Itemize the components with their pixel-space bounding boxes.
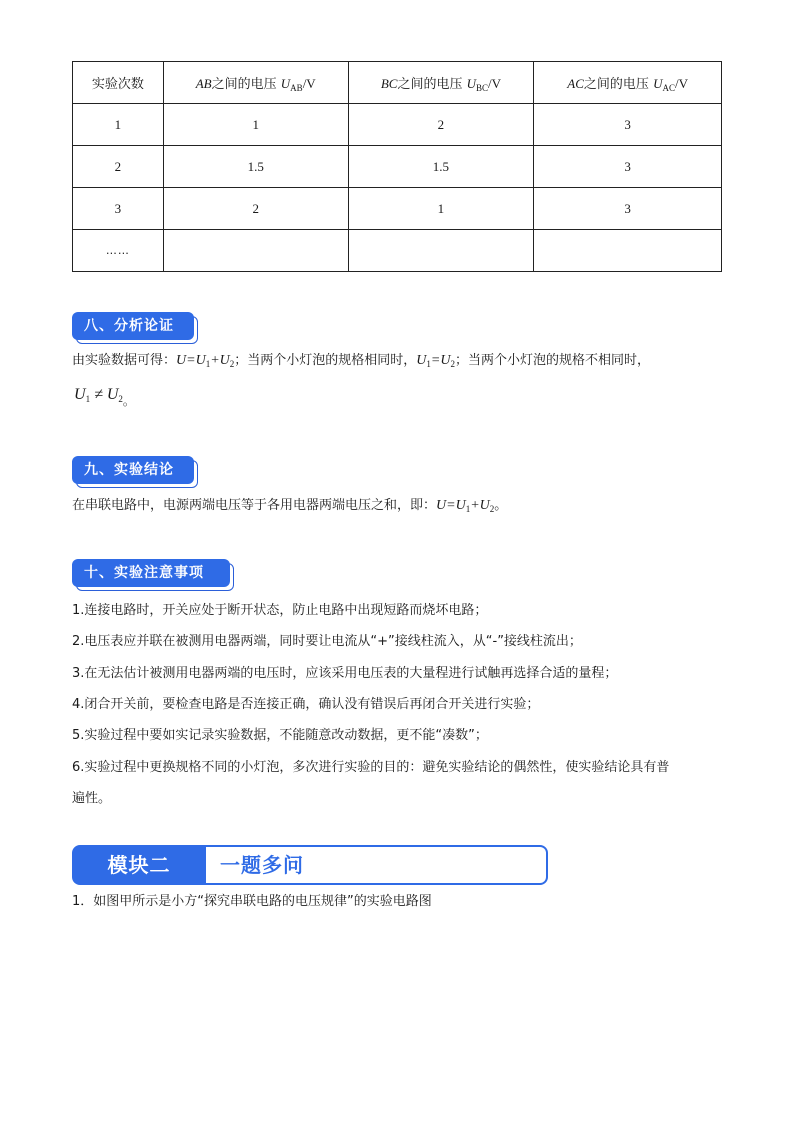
header-ab-voltage: AB之间的电压 $U_{AB}/V$ [163, 62, 348, 104]
precaution-item: 1.连接电路时，开关应处于断开状态，防止电路中出现短路而烧坏电路； [72, 603, 488, 618]
cell-trial: 3 [73, 188, 164, 230]
section-title: 十、实验注意事项 [72, 559, 230, 587]
cell-ab [163, 230, 348, 272]
section-title: 九、实验结论 [72, 456, 194, 484]
cell-bc: 1 [348, 188, 534, 230]
table-row [73, 230, 722, 272]
section-banner-conclusion [72, 456, 194, 484]
cell-ab: 1.5 [163, 146, 348, 188]
table-header-row [73, 62, 722, 104]
cell-bc: 1.5 [348, 146, 534, 188]
cell-bc: 2 [348, 104, 534, 146]
precaution-item: 4.闭合开关前，要检查电路是否连接正确，确认没有错误后再闭合开关进行实验； [72, 697, 540, 712]
cell-bc [348, 230, 534, 272]
table-row [73, 188, 722, 230]
cell-trial: 1 [73, 104, 164, 146]
conclusion-paragraph: 在串联电路中，电源两端电压等于各用电器两端电压之和，即：$U=U_1+U_2$。 [72, 498, 508, 514]
voltage-data-table [72, 61, 722, 272]
precaution-item: 5.实验过程中要如实记录实验数据，不能随意改动数据，更不能“凑数”； [72, 728, 488, 743]
module-header [72, 845, 548, 885]
table-row [73, 146, 722, 188]
cell-ac [534, 230, 722, 272]
header-trial-count: 实验次数 [73, 62, 164, 104]
cell-ac: 3 [534, 104, 722, 146]
analysis-paragraph: 由实验数据可得：$U=U_1+U_2$；当两个小灯泡的规格相同时，$U_1=U_2$；当两个小灯泡的规格不相同时， [72, 353, 650, 369]
precaution-item: 2.电压表应并联在被测用电器两端，同时要让电流从“+”接线柱流入，从“-”接线柱流出； [72, 634, 582, 649]
cell-trial: …… [73, 230, 164, 272]
section-banner-analysis [72, 312, 194, 340]
module-title: 一题多问 [220, 853, 304, 877]
section-title: 八、分析论证 [72, 312, 194, 340]
cell-ac: 3 [534, 146, 722, 188]
cell-ab: 1 [163, 104, 348, 146]
header-ac-voltage: AC之间的电压 $U_{AC}/V$ [534, 62, 722, 104]
precaution-item: 6.实验过程中更换规格不同的小灯泡，多次进行实验的目的：避免实验结论的偶然性，使实验结论具有普 [72, 760, 670, 775]
cell-ac: 3 [534, 188, 722, 230]
precaution-item: 3.在无法估计被测用电器两端的电压时，应该采用电压表的大量程进行试触再选择合适的量程； [72, 666, 618, 681]
question-1-text: 1．如图甲所示是小方“探究串联电路的电压规律”的实验电路图 [72, 894, 432, 909]
cell-ab: 2 [163, 188, 348, 230]
section-banner-precautions [72, 559, 230, 587]
table-row [73, 104, 722, 146]
header-bc-voltage: BC之间的电压 $U_{BC}/V$ [348, 62, 534, 104]
cell-trial: 2 [73, 146, 164, 188]
analysis-inequality: U1 ≠ U2。 [74, 386, 135, 408]
module-label: 模块二 [72, 845, 206, 885]
precaution-item-continued: 遍性。 [72, 791, 112, 806]
